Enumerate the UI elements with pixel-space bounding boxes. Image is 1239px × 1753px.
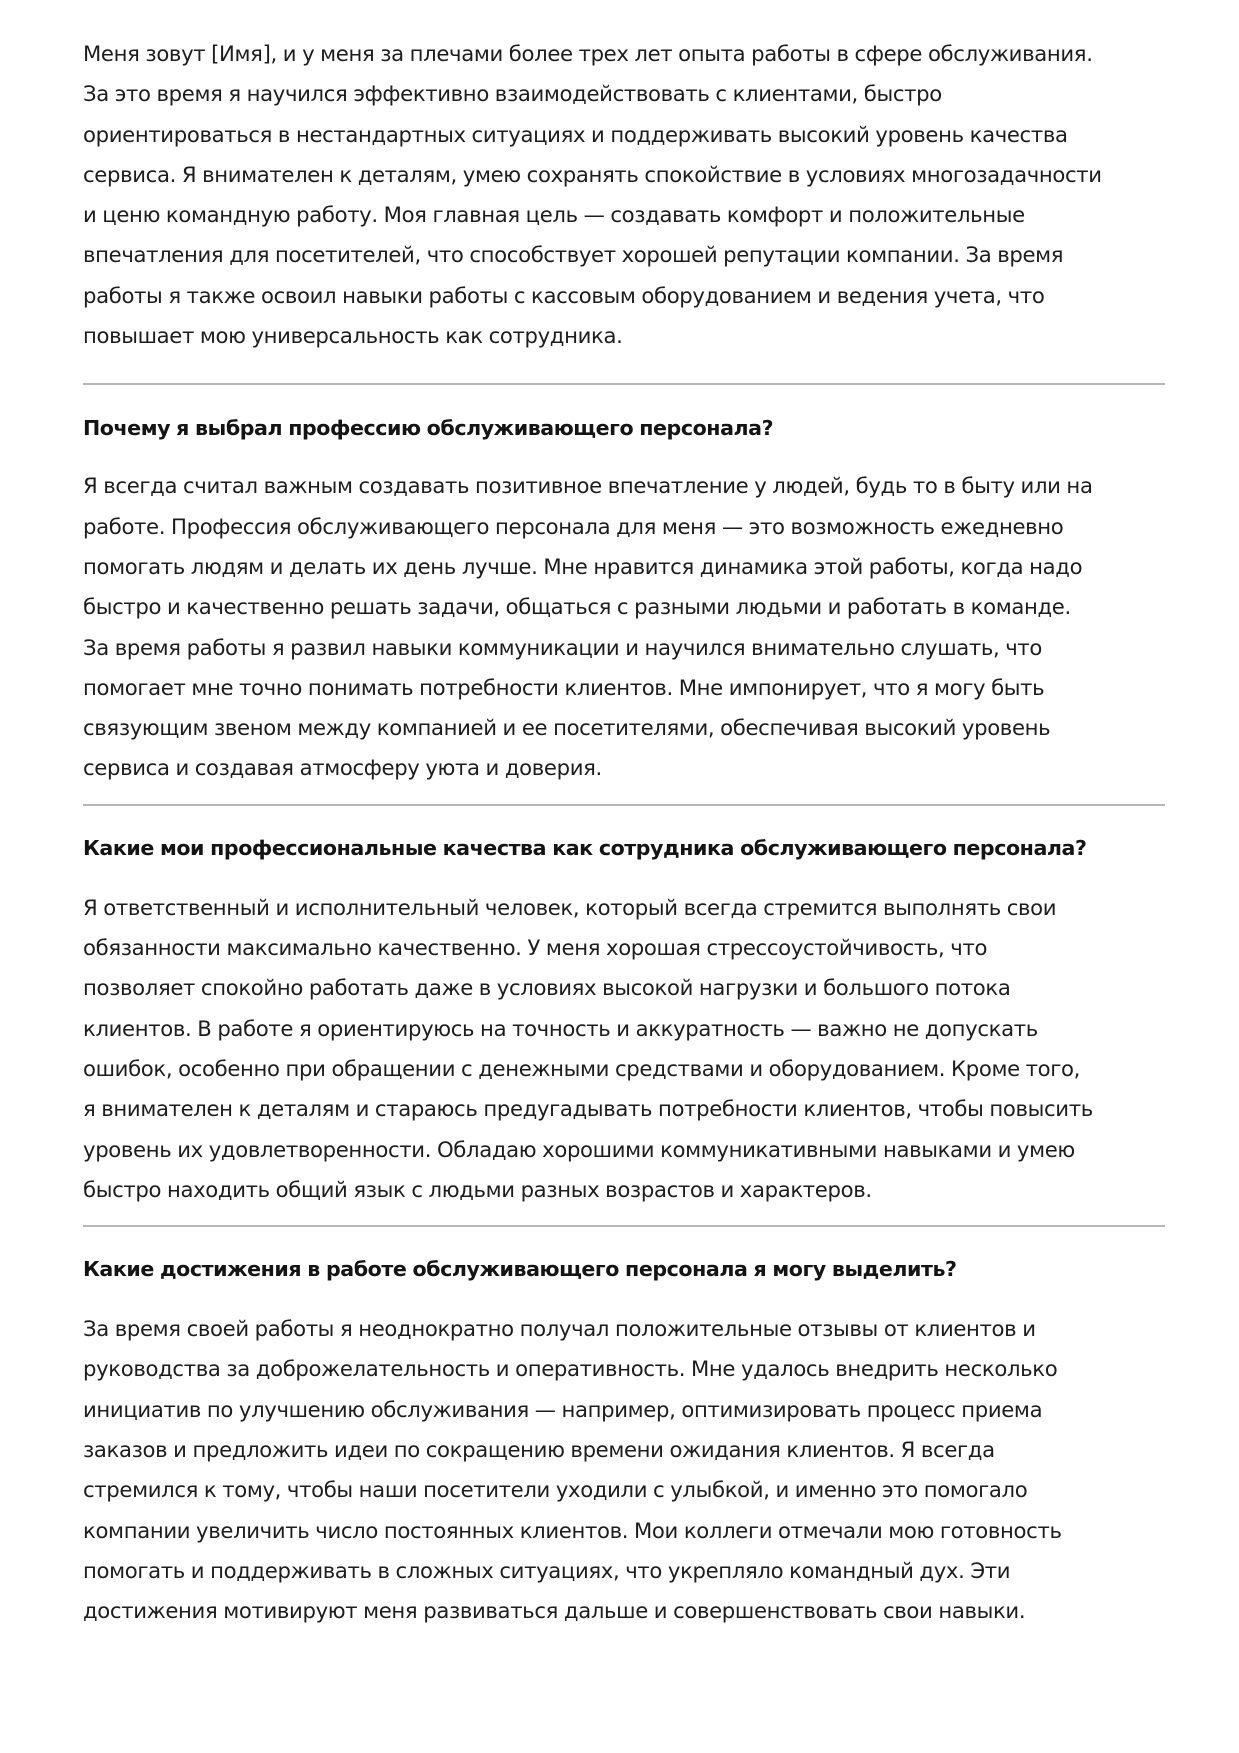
- text-line: заказов и предложить идеи по сокращению времени ожидания клиентов. Я всегда: [83, 1437, 995, 1463]
- intro-paragraph: [83, 0, 1165, 356]
- text-line: сервиса. Я внимателен к деталям, умею сохранять спокойствие в условиях многозадачности: [83, 161, 1102, 187]
- text-line: быстро находить общий язык с людьми разных возрастов и характеров.: [83, 1176, 872, 1202]
- section-heading: Какие мои профессиональные качества как сотрудника обслуживающего персонала?: [83, 835, 1087, 860]
- text-line: Я всегда считал важным создавать позитивное впечатление у людей, будь то в быту или на: [83, 473, 1093, 499]
- text-line: уровень их удовлетворенности. Обладаю хорошими коммуникативными навыками и умею: [83, 1136, 1075, 1162]
- text-line: работе. Профессия обслуживающего персонала для меня — это возможность ежедневно: [83, 513, 1064, 539]
- text-line: ошибок, особенно при обращении с денежными средствами и оборудованием. Кроме того,: [83, 1055, 1081, 1081]
- text-line: компании увеличить число постоянных клиентов. Мои коллеги отмечали мою готовность: [83, 1517, 1062, 1543]
- text-line: стремился к тому, чтобы наши посетители уходили с улыбкой, и именно это помогало: [83, 1477, 1028, 1503]
- text-line: За время работы я развил навыки коммуникации и научился внимательно слушать, что: [83, 634, 1043, 660]
- section-heading: Какие достижения в работе обслуживающего персонала я могу выделить?: [83, 1257, 957, 1282]
- text-line: я внимателен к деталям и стараюсь предугадывать потребности клиентов, чтобы повысить: [83, 1096, 1093, 1122]
- text-line: помогать и поддерживать в сложных ситуациях, что укрепляло командный дух. Эти: [83, 1557, 1011, 1583]
- text-line: работы я также освоил навыки работы с кассовым оборудованием и ведения учета, что: [83, 282, 1045, 308]
- text-line: быстро и качественно решать задачи, общаться с разными людьми и работать в команде.: [83, 594, 1071, 620]
- text-line: помогает мне точно понимать потребности клиентов. Мне импонирует, что я могу быть: [83, 674, 1045, 700]
- text-line: помогать людям и делать их день лучше. Мне нравится динамика этой работы, когда надо: [83, 553, 1083, 579]
- text-line: и ценю командную работу. Моя главная цель — создавать комфорт и положительные: [83, 202, 1025, 228]
- text-line: обязанности максимально качественно. У меня хорошая стрессоустойчивость, что: [83, 935, 988, 961]
- section-professional-qualities: [83, 834, 1165, 1210]
- text-line: сервиса и создавая атмосферу уюта и доверия.: [83, 755, 602, 781]
- text-line: инициатив по улучшению обслуживания — например, оптимизировать процесс приема: [83, 1396, 1043, 1422]
- section-divider: [83, 1225, 1165, 1227]
- text-line: достижения мотивируют меня развиваться дальше и совершенствовать свои навыки.: [83, 1598, 1026, 1624]
- text-line: Я ответственный и исполнительный человек, который всегда стремится выполнять свои: [83, 894, 1057, 920]
- text-line: позволяет спокойно работать даже в условиях высокой нагрузки и большого потока: [83, 975, 1011, 1001]
- text-line: ориентироваться в нестандартных ситуациях и поддерживать высокий уровень качества: [83, 121, 1068, 147]
- section-achievements: [83, 1255, 1165, 1631]
- text-line: руководства за доброжелательность и оперативность. Мне удалось внедрить несколько: [83, 1356, 1058, 1382]
- section-divider: [83, 804, 1165, 806]
- section-paragraph: [83, 888, 1165, 1210]
- text-line: За время своей работы я неоднократно получал положительные отзывы от клиентов и: [83, 1316, 1036, 1342]
- section-why-profession: [83, 414, 1165, 788]
- text-line: повышает мою универсальность как сотрудника.: [83, 323, 623, 349]
- text-line: клиентов. В работе я ориентируюсь на точность и аккуратность — важно не допускать: [83, 1015, 1038, 1041]
- section-heading: Почему я выбрал профессию обслуживающего персонала?: [83, 416, 774, 441]
- section-paragraph: [83, 1309, 1165, 1631]
- section-paragraph: [83, 466, 1165, 788]
- section-divider: [83, 383, 1165, 385]
- text-line: Меня зовут [Имя], и у меня за плечами более трех лет опыта работы в сфере обслуживания.: [83, 41, 1093, 66]
- text-line: связующим звеном между компанией и ее посетителями, обеспечивая высокий уровень: [83, 715, 1051, 741]
- text-line: впечатления для посетителей, что способствует хорошей репутации компании. За время: [83, 242, 1064, 268]
- text-line: За это время я научился эффективно взаимодействовать с клиентами, быстро: [83, 81, 942, 107]
